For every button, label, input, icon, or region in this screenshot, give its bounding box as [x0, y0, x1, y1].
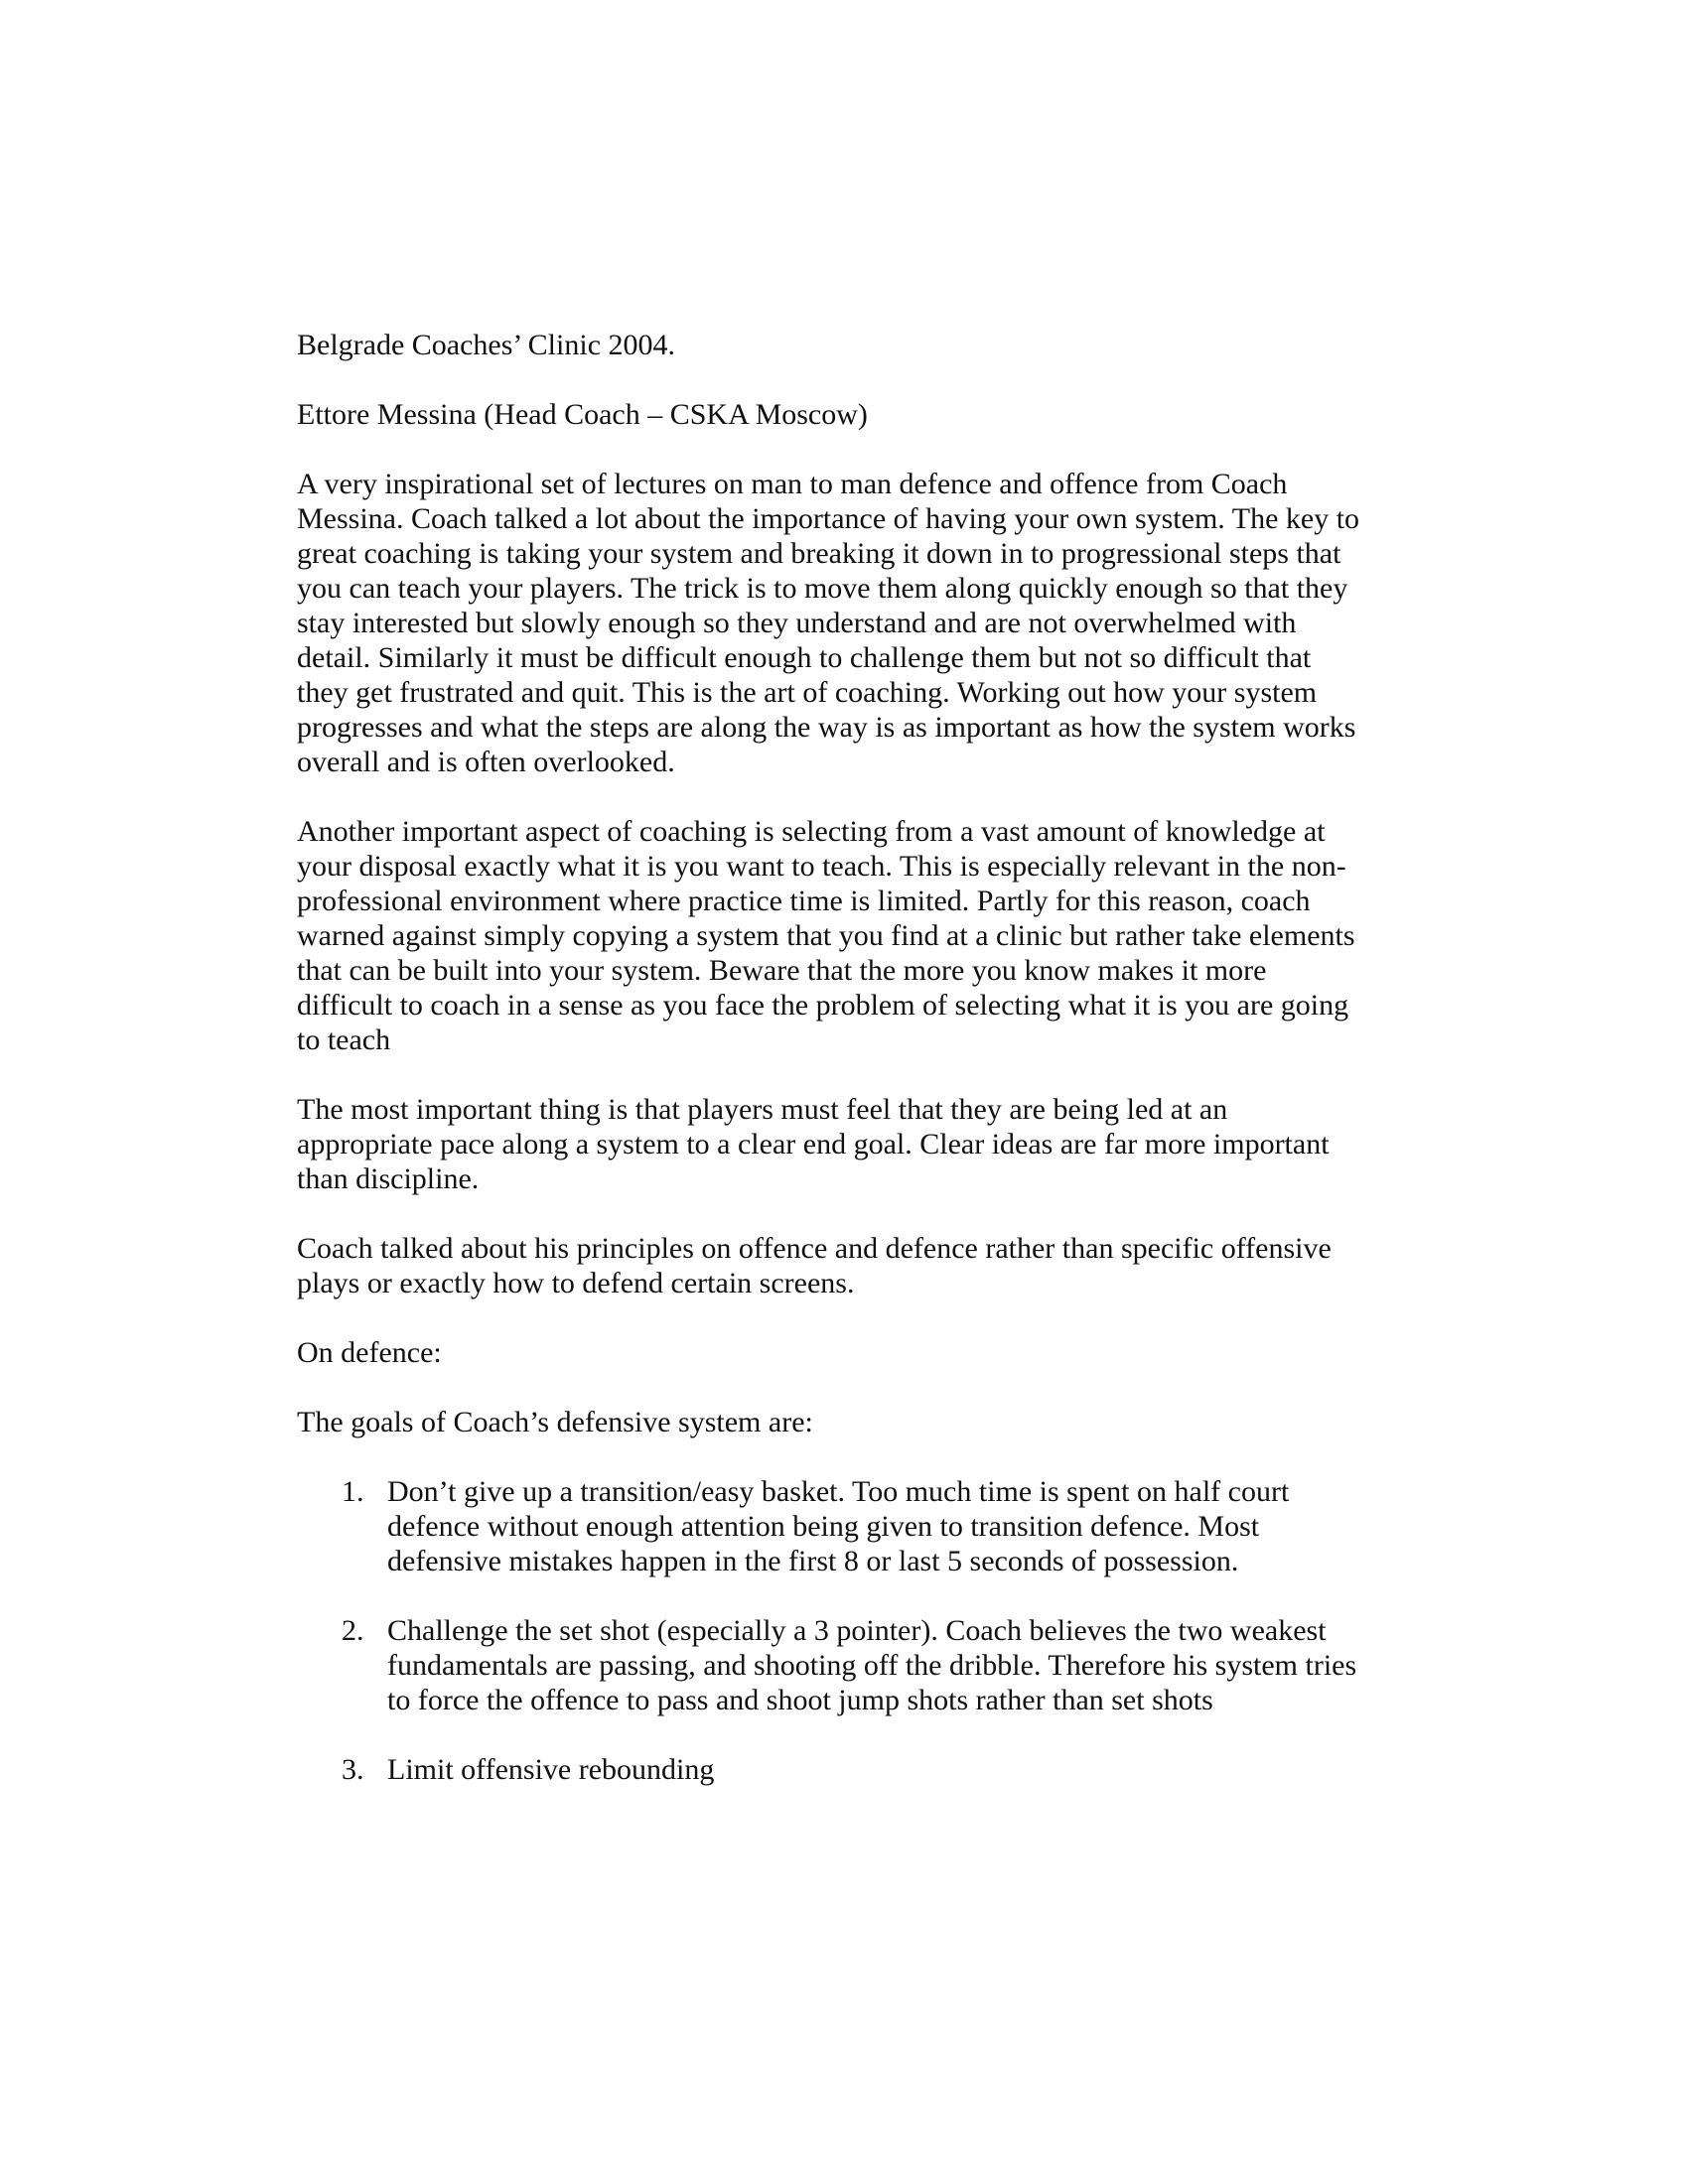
text-line: overall and is often overlooked. — [297, 746, 675, 778]
goal-number: 1. — [342, 1475, 364, 1508]
goals-list — [297, 1474, 1389, 1787]
text-line: stay interested but slowly enough so they understand and are not overwhelmed with — [297, 607, 1297, 639]
text-line: The most important thing is that players must feel that they are being led at an — [297, 1093, 1228, 1126]
text-line: defensive mistakes happen in the first 8 or last 5 seconds of possession. — [387, 1545, 1239, 1577]
text-line: your disposal exactly what it is you want to teach. This is especially relevant in the non- — [297, 850, 1346, 883]
goals-intro: The goals of Coach’s defensive system are: — [297, 1406, 813, 1438]
text-line: great coaching is taking your system and breaking it down in to progressional steps that — [297, 537, 1341, 570]
text-line: fundamentals are passing, and shooting off the dribble. Therefore his system tries — [387, 1649, 1357, 1682]
goal-number: 2. — [342, 1614, 364, 1647]
text-line: appropriate pace along a system to a clear end goal. Clear ideas are far more important — [297, 1128, 1330, 1160]
speaker-line: Ettore Messina (Head Coach – CSKA Moscow) — [297, 398, 868, 431]
text-line: detail. Similarly it must be difficult enough to challenge them but not so difficult that — [297, 641, 1312, 674]
text-line: defence without enough attention being given to transition defence. Most — [387, 1510, 1260, 1543]
text-line: progresses and what the steps are along the way is as important as how the system works — [297, 711, 1356, 744]
text-line: Challenge the set shot (especially a 3 pointer). Coach believes the two weakest — [387, 1614, 1327, 1647]
text-line: you can teach your players. The trick is to move them along quickly enough so that they — [297, 572, 1348, 605]
text-line: Messina. Coach talked a lot about the importance of having your own system. The key to — [297, 502, 1360, 535]
goal-item — [297, 1752, 1389, 1787]
text-line: Don’t give up a transition/easy basket. Too much time is spent on half court — [387, 1475, 1290, 1508]
text-line: Limit offensive rebounding — [387, 1753, 715, 1786]
text-line: Coach talked about his principles on offence and defence rather than specific offensive — [297, 1232, 1332, 1265]
goal-item — [297, 1613, 1389, 1717]
text-line: that can be built into your system. Beware that the more you know makes it more — [297, 954, 1267, 987]
text-line: professional environment where practice time is limited. Partly for this reason, coach — [297, 885, 1311, 917]
paragraph-principles — [297, 1231, 1379, 1300]
paragraph-intro — [297, 467, 1379, 779]
text-line: difficult to coach in a sense as you face the problem of selecting what it is you are going — [297, 989, 1349, 1022]
goal-item — [297, 1474, 1389, 1578]
text-line: warned against simply copying a system that you find at a clinic but rather take elements — [297, 919, 1355, 952]
text-line: than discipline. — [297, 1162, 480, 1195]
defence-heading: On defence: — [297, 1336, 442, 1369]
goal-number: 3. — [342, 1753, 364, 1786]
text-line: A very inspirational set of lectures on man to man defence and offence from Coach — [297, 468, 1288, 500]
text-line: plays or exactly how to defend certain screens. — [297, 1267, 855, 1299]
text-line: Another important aspect of coaching is selecting from a vast amount of knowledge at — [297, 815, 1326, 848]
document-title: Belgrade Coaches’ Clinic 2004. — [297, 329, 676, 361]
text-line: they get frustrated and quit. This is the art of coaching. Working out how your system — [297, 676, 1318, 709]
document-body — [297, 328, 1389, 1822]
text-line: to force the offence to pass and shoot jump shots rather than set shots — [387, 1684, 1213, 1716]
text-line: to teach — [297, 1024, 391, 1056]
paragraph-clear-goal — [297, 1092, 1379, 1196]
paragraph-selecting-knowledge — [297, 814, 1379, 1057]
